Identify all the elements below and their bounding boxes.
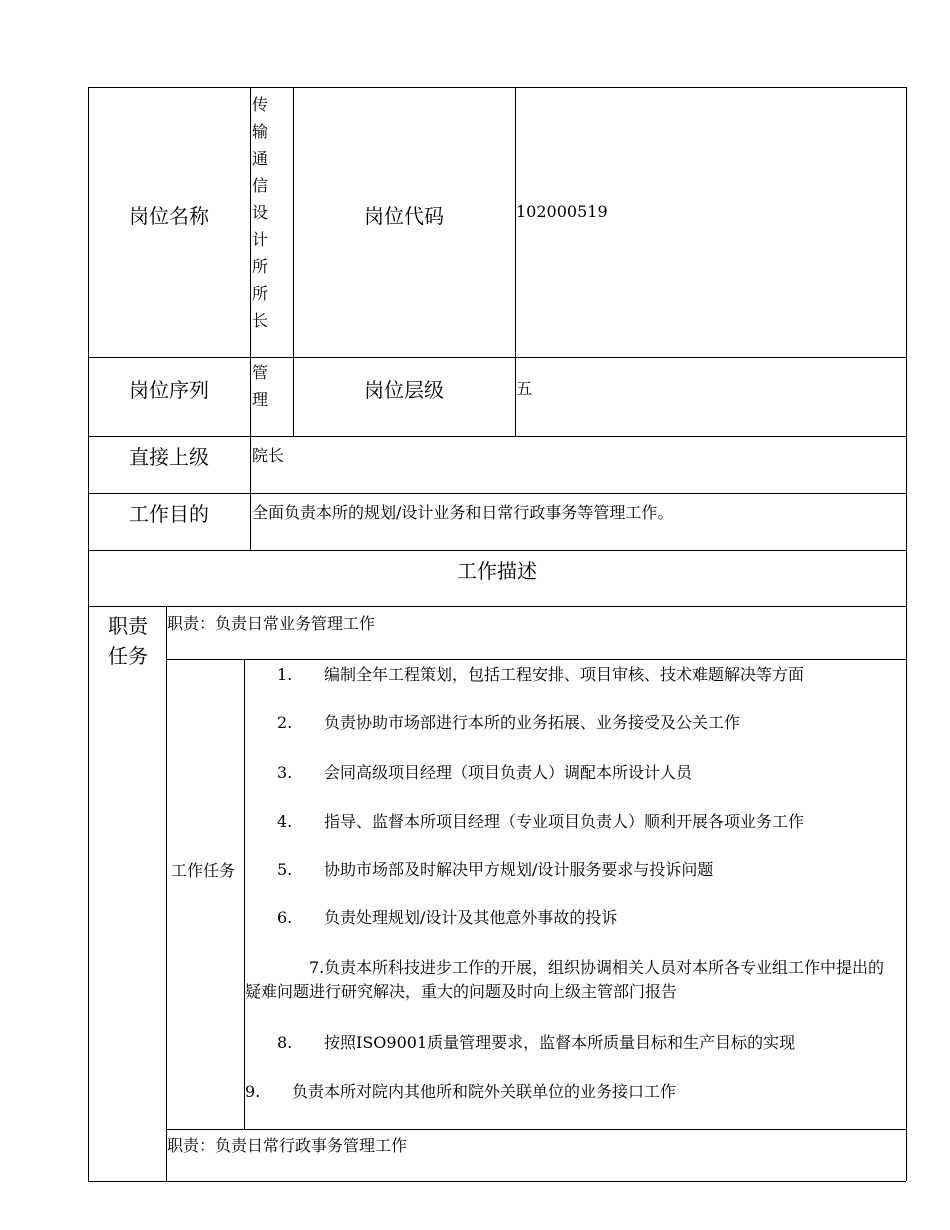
list-item: 3. 会同高级项目经理（项目负责人）调配本所设计人员	[277, 763, 693, 782]
list-item: 1. 编制全年工程策划，包括工程安排、项目审核、技术难题解决等方面	[277, 665, 805, 684]
work-description-header: 工作描述	[457, 559, 537, 583]
list-item: 5. 协助市场部及时解决甲方规划/设计服务要求与投诉问题	[277, 860, 714, 879]
list-item: 8. 按照ISO9001质量管理要求，监督本所质量目标和生产目标的实现	[277, 1033, 796, 1052]
job-level-label: 岗位层级	[364, 378, 444, 402]
duty-1-title: 职责：负责日常业务管理工作	[167, 614, 376, 633]
job-name-label: 岗位名称	[129, 204, 209, 228]
tasks-label: 工作任务	[170, 861, 235, 880]
purpose-value: 全面负责本所的规划/设计业务和日常行政事务等管理工作。	[252, 503, 674, 522]
list-item: 6. 负责处理规划/设计及其他意外事故的投诉	[277, 908, 618, 927]
superior-value: 院长	[252, 446, 285, 465]
job-level-value: 五	[516, 379, 533, 398]
job-sequence-value: 管理	[252, 363, 269, 409]
purpose-label: 工作目的	[129, 502, 209, 526]
job-code-label: 岗位代码	[364, 204, 444, 228]
list-item: 2. 负责协助市场部进行本所的业务拓展、业务接受及公关工作	[277, 713, 741, 732]
duties-label: 职责任务	[108, 614, 148, 668]
list-item: 4. 指导、监督本所项目经理（专业项目负责人）顺利开展各项业务工作	[277, 812, 805, 831]
job-sequence-label: 岗位序列	[129, 378, 209, 402]
list-item: 7.负责本所科技进步工作的开展，组织协调相关人员对本所各专业组工作中提出的疑难问题进行研究解决，重大的问题及时向上级主管部门报告	[245, 958, 885, 1001]
duty-2-title: 职责：负责日常行政事务管理工作	[167, 1136, 408, 1155]
list-item: 9. 负责本所对院内其他所和院外关联单位的业务接口工作	[245, 1082, 677, 1101]
superior-label: 直接上级	[129, 445, 209, 469]
job-code-value: 102000519	[516, 202, 608, 221]
job-name-value: 传输通信设计所所长	[252, 95, 269, 330]
